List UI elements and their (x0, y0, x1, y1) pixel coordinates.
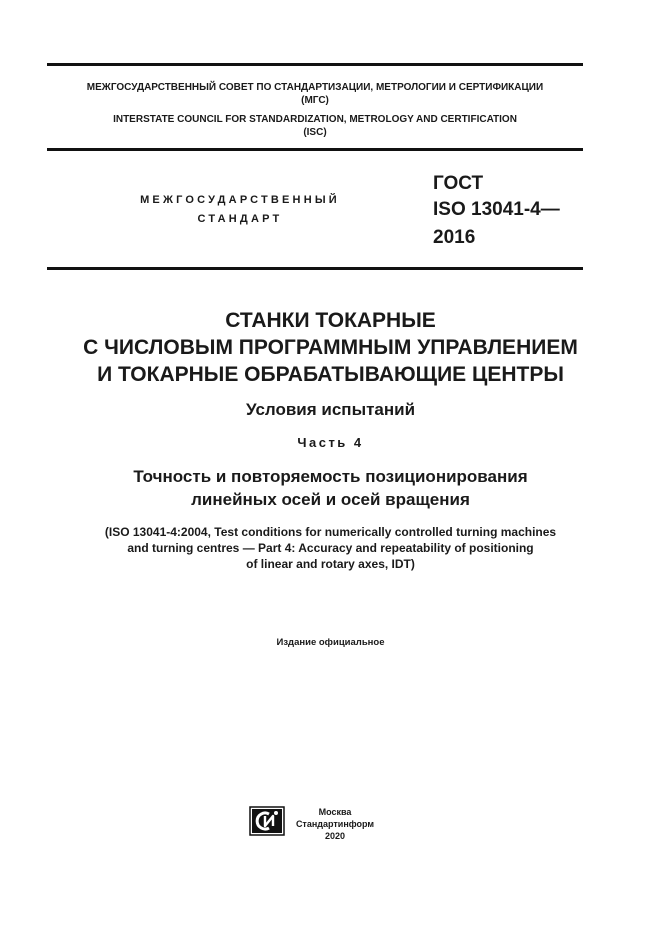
subtitle: Условия испытаний (245, 400, 416, 419)
standard-number: ISO 13041-4— (433, 199, 560, 220)
part-title-line1: Точность и повторяемость позиционирования (133, 467, 528, 486)
council-ru-name: МЕЖГОСУДАРСТВЕННЫЙ СОВЕТ ПО СТАНДАРТИЗАЦИИ, МЕТРОЛОГИИ И СЕРТИФИКАЦИИ (86, 82, 544, 93)
council-en-name: INTERSTATE COUNCIL FOR STANDARDIZATION, METROLOGY AND CERTIFICATION (113, 114, 517, 125)
main-title-line3: И ТОКАРНЫЕ ОБРАБАТЫВАЮЩИЕ ЦЕНТРЫ (97, 363, 564, 386)
council-en-abbr: (ISC) (303, 127, 327, 138)
council-ru-block (47, 81, 583, 107)
main-title-line1: СТАНКИ ТОКАРНЫЕ (225, 309, 436, 332)
publisher-city: Москва (318, 807, 352, 817)
publisher-name: Стандартинформ (295, 819, 375, 829)
title-rule (47, 267, 583, 270)
iso-reference-line1: (ISO 13041-4:2004, Test conditions for numerically controlled turning machines (104, 525, 557, 539)
publisher-year: 2020 (324, 831, 346, 841)
council-en-block (47, 113, 583, 139)
edition-label: Издание официальное (276, 637, 385, 648)
iso-reference-line2: and turning centres — Part 4: Accuracy and repeatability of positioning (127, 541, 534, 555)
standard-kind-line2: СТАНДАРТ (197, 213, 283, 225)
part-number: Часть 4 (297, 435, 364, 450)
iso-reference-line3: of linear and rotary axes, IDT) (246, 557, 415, 571)
top-rule (47, 63, 583, 66)
main-title-line2: С ЧИСЛОВЫМ ПРОГРАММНЫМ УПРАВЛЕНИЕМ (83, 336, 578, 359)
standard-year: 2016 (433, 227, 476, 248)
standard-kind-line1: МЕЖГОСУДАРСТВЕННЫЙ (140, 194, 340, 206)
gost-label: ГОСТ (433, 173, 484, 194)
council-ru-abbr: (МГС) (301, 95, 329, 106)
part-title-line2: линейных осей и осей вращения (191, 490, 470, 509)
header-rule (47, 148, 583, 151)
standartinform-logo-icon (249, 806, 285, 836)
